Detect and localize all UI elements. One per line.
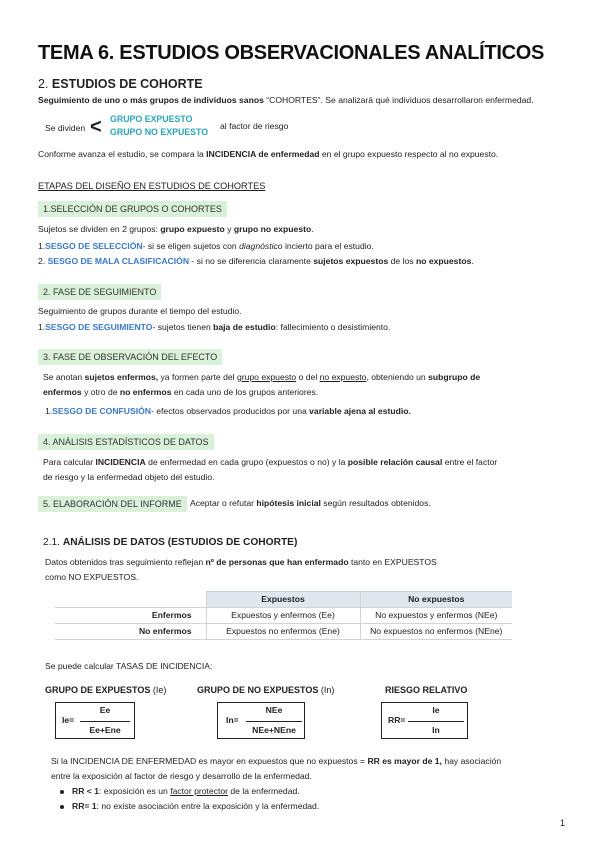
stage-2-label: 2. FASE DE SEGUIMIENTO xyxy=(38,284,161,300)
stage-4-line-1 xyxy=(43,457,497,469)
divide-suffix: al factor de riesgo xyxy=(220,121,289,131)
table-row-label: Enfermos xyxy=(55,608,206,624)
table-cell: No expuestos y enfermos (NEe) xyxy=(360,608,512,624)
stage-4-l1-c: de enfermedad en cada grupo (expuestos o no) y la xyxy=(145,457,348,467)
stage-3-l1-a: Se anotan xyxy=(43,372,85,382)
formula-numerator: NEe xyxy=(265,705,283,715)
formula-denominator: NEe+NEne xyxy=(252,725,296,735)
stage-4-l1-b: INCIDENCIA xyxy=(95,457,146,467)
misclassification-bias-c: de los xyxy=(388,256,416,266)
stage-3-l1-c: ya formen parte del xyxy=(158,372,237,382)
formula-numerator: Ee xyxy=(99,705,111,715)
table-header-row xyxy=(55,592,512,608)
conclusion-line-2: entre la exposición al factor de riesgo y desarrollo de la enfermedad. xyxy=(51,771,312,781)
bullet-rr-equals-one xyxy=(60,801,319,813)
bullet-1-text-a: : exposición es un xyxy=(99,786,171,796)
non-exposed-rate-title-symbol: (In) xyxy=(318,685,335,695)
bullet-1-text-b: factor protector xyxy=(170,786,228,796)
selection-bias xyxy=(38,241,374,253)
confusion-bias-b: variable ajena al estudio. xyxy=(309,406,411,416)
fraction-bar xyxy=(246,721,302,722)
relative-risk-title: RIESGO RELATIVO xyxy=(385,685,468,695)
formula-numerator: Ie xyxy=(432,705,440,715)
stage-4-l1-e: entre el factor xyxy=(442,457,498,467)
stage-3-l2-d: en cada uno de los grupos anteriores. xyxy=(171,387,319,397)
progress-text-a: Conforme avanza el estudio, se compara la xyxy=(38,149,207,159)
formula-prefix: Ie= xyxy=(62,715,75,725)
misclassification-bias-e: . xyxy=(471,256,474,266)
intro-bold: Seguimiento de uno o más grupos de individuos sanos xyxy=(38,95,264,105)
misclassification-bias-a: - si no se diferencia claramente xyxy=(189,256,314,266)
section-2-heading xyxy=(38,76,203,93)
follow-up-bias-term: SESGO DE SEGUIMIENTO xyxy=(45,322,153,332)
stage-1-text xyxy=(38,224,314,236)
section-number: 2. xyxy=(38,77,49,91)
page-title: TEMA 6. ESTUDIOS OBSERVACIONALES ANALÍTICOS xyxy=(38,42,545,64)
formula-prefix: RR= xyxy=(388,715,406,725)
data-text-line-2: como NO EXPUESTOS. xyxy=(45,572,139,582)
bullet-1-term: RR < 1 xyxy=(72,786,99,796)
group-not-exposed: GRUPO NO EXPUESTO xyxy=(110,127,209,137)
bullet-2-text: : no existe asociación entre la exposición y la enfermedad. xyxy=(96,801,320,811)
formula-prefix: In= xyxy=(226,715,239,725)
stage-4-line-2: de riesgo y la enfermedad objeto del estudio. xyxy=(43,472,215,482)
conclusion-l1-a: Si la INCIDENCIA DE ENFERMEDAD es mayor en expuestos que no expuestos = xyxy=(51,756,368,766)
bullet-rr-less-than-one xyxy=(60,786,300,798)
data-text-line-1 xyxy=(45,557,437,569)
section-title: ESTUDIOS DE COHORTE xyxy=(51,77,203,91)
exposed-rate-formula xyxy=(55,702,135,739)
data-text-c: tanto en EXPUESTOS xyxy=(348,557,437,567)
formula-denominator: In xyxy=(432,725,440,735)
stage-3-line-1 xyxy=(43,372,480,384)
contingency-table xyxy=(55,591,512,640)
section-2-1-heading xyxy=(43,536,297,550)
stages-title: ETAPAS DEL DISEÑO EN ESTUDIOS DE COHORTES xyxy=(38,181,266,191)
non-exposed-rate-title xyxy=(197,684,334,696)
table-cell: Expuestos y enfermos (Ee) xyxy=(206,608,360,624)
stage-3-l2-c: no enfermos xyxy=(119,387,172,397)
follow-up-bias-b: baja de estudio xyxy=(213,322,276,332)
stage-3-l1-g: , obteniendo un xyxy=(366,372,429,382)
follow-up-bias-num: 1. xyxy=(38,322,46,332)
stage-5-text-b: hipótesis inicial xyxy=(256,498,321,508)
stage-5-label: 5. ELABORACIÓN DEL INFORME xyxy=(38,496,187,512)
table-row xyxy=(55,624,512,640)
selection-bias-num: 1. xyxy=(38,241,46,251)
bullet-2-term: RR= 1 xyxy=(72,801,97,811)
stage-5-text-c: según resultados obtenidos. xyxy=(320,498,431,508)
intro-rest: “COHORTES”. Se analizará qué individuos desarrollaron enfermedad. xyxy=(263,95,534,105)
stage-4-l1-d: posible relación causal xyxy=(347,457,443,467)
data-text-b: nº de personas que han enfermado xyxy=(205,557,349,567)
stage-3-l1-d: grupo expuesto xyxy=(236,372,297,382)
follow-up-bias xyxy=(38,322,390,334)
exposed-rate-title-bold: GRUPO DE EXPUESTOS xyxy=(45,685,151,695)
table-row-label: No enfermos xyxy=(55,624,206,640)
stage-3-l2-a: enfermos xyxy=(43,387,82,397)
selection-bias-c: incierto para el estudio. xyxy=(282,241,374,251)
non-exposed-rate-formula xyxy=(217,702,305,739)
progress-paragraph xyxy=(38,149,498,161)
fraction-bar xyxy=(80,721,130,722)
intro-paragraph xyxy=(38,95,534,107)
divide-prefix: Se dividen xyxy=(45,123,86,133)
stage-3-l1-b: sujetos enfermos, xyxy=(84,372,159,382)
table-cell: No expuestos no enfermos (NEne) xyxy=(360,624,512,640)
stage-3-label: 3. FASE DE OBSERVACIÓN DEL EFECTO xyxy=(38,349,222,365)
misclassification-bias xyxy=(38,256,474,268)
misclassification-bias-num: 2. xyxy=(38,256,48,266)
stage-1-text-c: y xyxy=(224,224,234,234)
data-text-a: Datos obtenidos tras seguimiento reflejan xyxy=(45,557,206,567)
fraction-bar xyxy=(408,721,464,722)
conclusion-l1-b: RR es mayor de 1, xyxy=(367,756,442,766)
section-2-1-title: ANÁLISIS DE DATOS (ESTUDIOS DE COHORTE) xyxy=(62,537,298,548)
table-header-exposed: Expuestos xyxy=(206,592,360,608)
stage-3-l1-e: o del xyxy=(296,372,320,382)
bullet-icon xyxy=(60,790,64,794)
non-exposed-rate-title-bold: GRUPO DE NO EXPUESTOS xyxy=(197,685,319,695)
table-header-not-exposed: No expuestos xyxy=(360,592,512,608)
confusion-bias-num: 1. xyxy=(45,406,53,416)
stage-2-text: Seguimiento de grupos durante el tiempo del estudio. xyxy=(38,306,242,316)
stage-3-l2-b: y otro de xyxy=(81,387,120,397)
misclassification-bias-d: no expuestos xyxy=(415,256,472,266)
exposed-rate-title-symbol: (Ie) xyxy=(150,685,167,695)
stage-4-l1-a: Para calcular xyxy=(43,457,96,467)
table-header-empty xyxy=(55,592,206,608)
exposed-rate-title xyxy=(45,684,166,696)
follow-up-bias-a: - sujetos tienen xyxy=(152,322,214,332)
misclassification-bias-term: SESGO DE MALA CLASIFICACIÓN xyxy=(47,256,190,266)
confusion-bias xyxy=(45,406,411,418)
section-2-1-number: 2.1. xyxy=(43,537,60,548)
confusion-bias-a: - efectos observados producidos por una xyxy=(151,406,310,416)
group-exposed: GRUPO EXPUESTO xyxy=(110,114,193,124)
stage-3-l1-f: no expuesto xyxy=(319,372,367,382)
follow-up-bias-c: : fallecimiento o desistimiento. xyxy=(275,322,391,332)
table-row xyxy=(55,608,512,624)
stage-1-label: 1.SELECCIÓN DE GRUPOS O COHORTES xyxy=(38,201,227,217)
formula-denominator: Ee+Ene xyxy=(89,725,121,735)
selection-bias-term: SESGO DE SELECCIÓN xyxy=(45,241,143,251)
progress-text-c: en el grupo expuesto respecto al no expuesto. xyxy=(319,149,499,159)
conclusion-line-1 xyxy=(51,756,501,768)
stage-1-text-b: grupo expuesto xyxy=(160,224,225,234)
stage-5-text-a: Aceptar o refutar xyxy=(190,498,257,508)
stage-3-line-2 xyxy=(43,387,318,399)
confusion-bias-term: SESGO DE CONFUSIÓN xyxy=(52,406,152,416)
rates-intro: Se puede calcular TASAS DE INCIDENCIA: xyxy=(45,661,213,671)
relative-risk-formula xyxy=(381,702,468,739)
stage-3-l1-h: subgrupo de xyxy=(428,372,481,382)
bullet-1-text-c: de la enfermedad. xyxy=(227,786,300,796)
brace-chevron: < xyxy=(90,116,102,138)
stage-4-label: 4. ANÁLISIS ESTADÍSTICOS DE DATOS xyxy=(38,434,214,450)
stage-1-text-e: . xyxy=(311,224,314,234)
stage-1-text-a: Sujetos se dividen en 2 grupos: xyxy=(38,224,161,234)
page-number: 1 xyxy=(560,818,566,828)
progress-text-bold: INCIDENCIA de enfermedad xyxy=(206,149,320,159)
table-cell: Expuestos no enfermos (Ene) xyxy=(206,624,360,640)
stage-1-text-d: grupo no expuesto xyxy=(233,224,312,234)
selection-bias-b: diagnóstico xyxy=(239,241,283,251)
selection-bias-a: - si se eligen sujetos con xyxy=(142,241,240,251)
stage-5-text xyxy=(190,498,431,510)
bullet-icon xyxy=(60,805,64,809)
misclassification-bias-b: sujetos expuestos xyxy=(313,256,389,266)
conclusion-l1-c: hay asociación xyxy=(441,756,502,766)
